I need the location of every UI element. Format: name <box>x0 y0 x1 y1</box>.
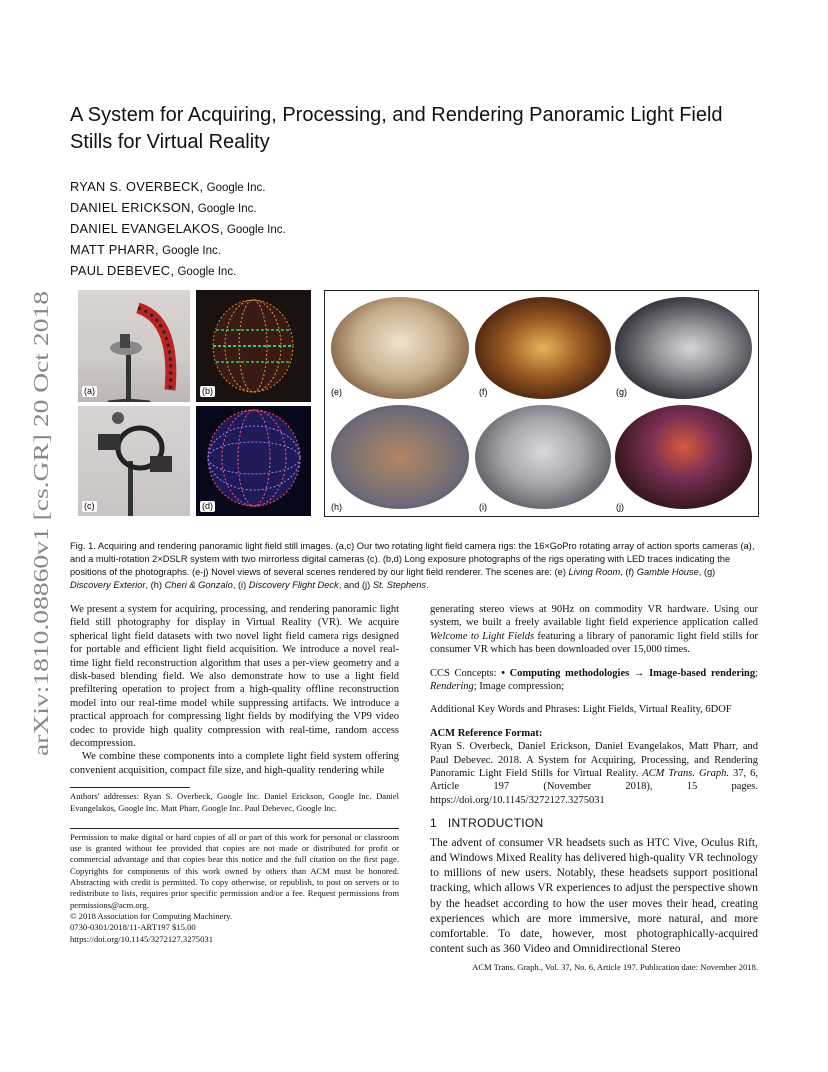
scene-j-st-stephens-image <box>615 405 752 509</box>
scene-i-discovery-flight-deck-image <box>475 405 611 509</box>
figure-panel-b <box>196 290 311 402</box>
authors-addresses: Authors' addresses: Ryan S. Overbeck, Google Inc. Daniel Erickson, Google Inc. Daniel Evangelakos, Google Inc. Matt Pharr, Google Inc. Paul Debevec, Google Inc. <box>70 791 399 813</box>
author-list <box>70 177 286 282</box>
intro-paragraph: The advent of consumer VR headsets such as HTC Vive, Oculus Rift, and Windows Mixed Reality has delivered high-quality VR technology to millions of new users. Notably, these headsets support positional tracking, which allows VR experiences to adjust the perspective shown by the headset according to how the user moves their head, creating experiences which are more immersive, more natural, and more comfortable. To date, however, most photographically-acquired content such as 360 Video and Omnidirectional Stereo <box>430 836 758 956</box>
figure-label: (c) <box>84 501 95 511</box>
right-column <box>430 603 758 957</box>
copyright: © 2018 Association for Computing Machinery. <box>70 910 233 921</box>
author: DANIEL ERICKSON, Google Inc. <box>70 200 257 215</box>
figure-label: (b) <box>202 386 213 396</box>
scene-h-cheri-gonzalo-image <box>331 405 469 509</box>
figure-label: (e) <box>331 387 342 397</box>
author: DANIEL EVANGELAKOS, Google Inc. <box>70 221 286 236</box>
figure-label: (g) <box>616 387 627 397</box>
author: RYAN S. OVERBECK, Google Inc. <box>70 179 266 194</box>
scene-f-gamble-house-image <box>475 297 611 399</box>
svg-text:arXiv:1810.08860v1 [cs.GR] 2: arXiv:1810.08860v1 [cs.GR] 20 Oct 2018 <box>29 401 53 756</box>
footnote-rule <box>70 787 190 788</box>
figure-label: (i) <box>479 502 487 512</box>
figure-panel-c <box>78 406 190 516</box>
scene-g-discovery-exterior-image <box>615 297 752 399</box>
scene-e-living-room-image <box>331 297 469 399</box>
left-column <box>70 603 399 945</box>
figure-label: (f) <box>479 387 488 397</box>
keywords: Additional Key Words and Phrases: Light Fields, Virtual Reality, 6DOF <box>430 704 732 716</box>
abstract-paragraph: We combine these components into a complete light field system offering convenient acquisition, compact file size, and high-quality rendering while <box>70 751 399 776</box>
reference-heading: ACM Reference Format: <box>430 727 543 739</box>
figure-panel-d <box>196 406 311 516</box>
section-heading: 1 INTRODUCTION <box>430 816 544 831</box>
figure-panel-a <box>78 290 190 402</box>
author: PAUL DEBEVEC, Google Inc. <box>70 263 237 278</box>
arxiv-stamp <box>18 288 58 758</box>
figure-label: (a) <box>84 386 95 396</box>
abstract-continuation: generating stereo views at 90Hz on commodity VR hardware. Using our system, we built a freely available light field experience application called Welcome to Light Fields featuring a library of panoramic light field stills for consumer VR which has been downloaded over 15,000 times. <box>430 604 758 656</box>
permission-rule <box>70 828 399 829</box>
issn: 0730-0301/2018/11-ART197 $15.00 <box>70 922 196 933</box>
figure-panel-renderings <box>324 290 759 517</box>
ccs-concepts: CCS Concepts: • Computing methodologies → Image-based rendering; Rendering; Image compression; <box>430 667 759 693</box>
page-footer: ACM Trans. Graph., Vol. 37, No. 6, Article 197. Publication date: November 2018. <box>472 962 758 972</box>
figure-caption: Fig. 1. Acquiring and rendering panoramic light field still images. (a,c) Our two rotating light field camera rigs: the 16×GoPro rotating array of action sports cameras (a), and a multi-rotation 2×DSLR system with two mirrorless digital cameras (c). (b,d) Long exposure photographs of the rigs operating with LED traces indicating the positions of the photographs. (e-j) Novel views of several scenes rendered by our light field renderer. The scenes are: (e) Living Room, (f) Gamble House, (g) Discovery Exterior, (h) Cheri & Gonzalo, (i) Discovery Flight Deck, and (j) St. Stephens. <box>70 541 755 590</box>
figure-label: (h) <box>331 502 342 512</box>
reference-format: Ryan S. Overbeck, Daniel Erickson, Daniel Evangelakos, Matt Pharr, and Paul Debevec. 2018. A System for Acquiring, Processing, and Rendering Panoramic Light Field Stills for Virtual Reality. ACM Trans. Graph. 37, 6, Article 197 (November 2018), 15 pages. https://doi.org/10.1145/3272127.3275031 <box>430 741 759 806</box>
permission-notice: Permission to make digital or hard copies of all or part of this work for personal or classroom use is granted without fee provided that copies are not made or distributed for profit or commercial advantage and that copies bear this notice and the full citation on the first page. Copyrights for components of this work owned by others than ACM must be honored. Abstracting with credit is permitted. To copy otherwise, or republish, to post on servers or to redistribute to lists, requires prior specific permission and/or a fee. Request permissions from permissions@acm.org. <box>70 831 399 910</box>
led-trace-sphere-image <box>196 406 311 516</box>
dslr-rig-image <box>78 406 190 516</box>
paper-title: A System for Acquiring, Processing, and Rendering Panoramic Light Field Stills for Virtual Reality <box>70 104 723 153</box>
figure-label: (j) <box>616 502 624 512</box>
author: MATT PHARR, Google Inc. <box>70 242 221 257</box>
abstract-paragraph: We present a system for acquiring, processing, and rendering panoramic light field still photography for display in Virtual Reality (VR). We acquire spherical light field datasets with two novel light field camera rigs designed for portable and efficient light field acquisition. We introduce a novel real-time light field reconstruction algorithm that uses a per-view geometry and a disk-based blending field. We also demonstrate how to use a light field prefiltering operation to project from a high-quality offline reconstruction model into our real-time model while suppressing artifacts. We introduce a practical approach for compressing light fields by modifying the VP9 video codec to provide high quality compression with real-time, random access decompression. <box>70 604 399 750</box>
figure-label: (d) <box>202 501 213 511</box>
doi-link[interactable]: https://doi.org/10.1145/3272127.3275031 <box>70 933 213 944</box>
